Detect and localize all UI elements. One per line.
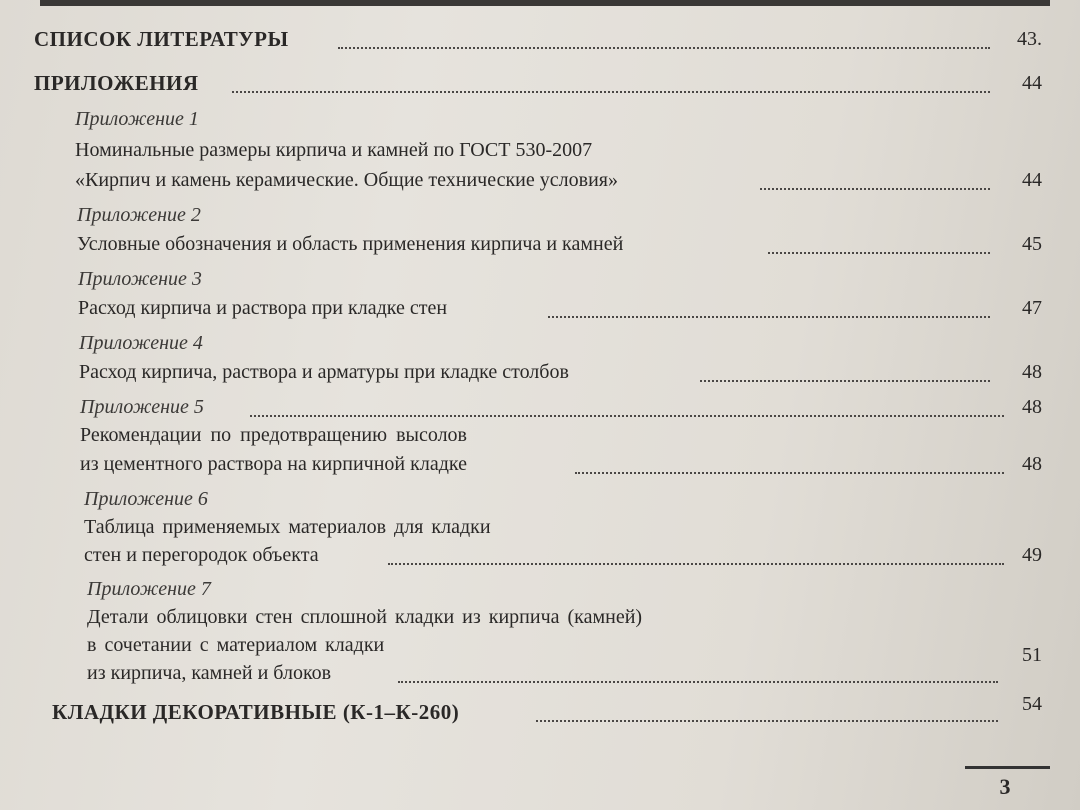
appendix-6-title-line-2: стен и перегородок объекта <box>84 544 319 566</box>
appendix-5-label-page: 48 <box>1022 396 1042 418</box>
leader-dots <box>250 415 1004 417</box>
references-title: СПИСОК ЛИТЕРАТУРЫ <box>34 27 289 51</box>
toc-entry-references <box>0 22 1080 56</box>
appendix-5-title-line-2: из цементного раствора на кирпичной кладке <box>80 453 467 475</box>
leader-dots <box>548 316 990 318</box>
appendix-5-line-2 <box>0 447 1080 481</box>
appendix-1-page: 44 <box>1022 169 1042 191</box>
appendix-6-label: Приложение 6 <box>84 488 208 510</box>
appendix-7-title-line-1: Детали облицовки стен сплошной кладки из кирпича (камней) <box>87 606 643 628</box>
appendix-5-title-line-1: Рекомендации по предотвращению высолов <box>80 424 467 446</box>
appendix-6-line-2 <box>0 538 1080 572</box>
appendix-3-label: Приложение 3 <box>78 268 202 290</box>
decorative-title: КЛАДКИ ДЕКОРАТИВНЫЕ (К-1–К-260) <box>52 700 460 724</box>
decorative-page: 54 <box>1022 693 1042 715</box>
references-page: 43. <box>1017 28 1042 50</box>
toc-entry-appendices <box>0 66 1080 100</box>
leader-dots <box>232 91 990 93</box>
leader-dots <box>768 252 990 254</box>
appendix-4-page: 48 <box>1022 361 1042 383</box>
appendix-1-line-2 <box>0 163 1080 197</box>
appendix-5-page: 48 <box>1022 453 1042 475</box>
leader-dots <box>536 720 998 722</box>
appendix-7-title-line-2: в сочетании с материалом кладки <box>87 634 385 656</box>
leader-dots <box>700 380 990 382</box>
toc-entry-decorative <box>0 695 1080 729</box>
leader-dots <box>398 681 998 683</box>
appendix-2-line-1 <box>0 227 1080 261</box>
appendix-6-page: 49 <box>1022 544 1042 566</box>
appendix-1-label-row <box>0 102 1080 136</box>
appendix-7-label: Приложение 7 <box>87 578 211 600</box>
top-rule <box>40 0 1050 6</box>
appendix-3-page: 47 <box>1022 297 1042 319</box>
appendix-1-label: Приложение 1 <box>75 108 199 130</box>
appendix-1-title-line-2: «Кирпич и камень керамические. Общие технические условия» <box>75 169 618 191</box>
footer-rule <box>965 766 1050 769</box>
appendix-2-title-line-1: Условные обозначения и область применения кирпича и камней <box>77 233 624 255</box>
appendix-4-label: Приложение 4 <box>79 332 203 354</box>
appendix-6-title-line-1: Таблица применяемых материалов для кладки <box>84 516 491 538</box>
leader-dots <box>760 188 990 190</box>
appendix-7-title-line-3: из кирпича, камней и блоков <box>87 662 332 684</box>
appendix-3-title-line-1: Расход кирпича и раствора при кладке стен <box>78 297 448 319</box>
page-number: 3 <box>999 774 1011 799</box>
leader-dots <box>575 472 1004 474</box>
leader-dots <box>388 563 1004 565</box>
appendix-7-page: 51 <box>1022 644 1042 666</box>
appendices-title: ПРИЛОЖЕНИЯ <box>34 71 199 95</box>
appendices-page: 44 <box>1022 72 1042 94</box>
appendix-5-label: Приложение 5 <box>80 396 204 418</box>
appendix-4-line-1 <box>0 355 1080 389</box>
leader-dots <box>338 47 990 49</box>
appendix-1-line-1 <box>0 133 1080 167</box>
appendix-3-line-1 <box>0 291 1080 325</box>
appendix-1-title-line-1: Номинальные размеры кирпича и камней по ГОСТ 530-2007 <box>75 139 593 161</box>
appendix-2-page: 45 <box>1022 233 1042 255</box>
appendix-4-title-line-1: Расход кирпича, раствора и арматуры при кладке столбов <box>79 361 569 383</box>
appendix-2-label: Приложение 2 <box>77 204 201 226</box>
